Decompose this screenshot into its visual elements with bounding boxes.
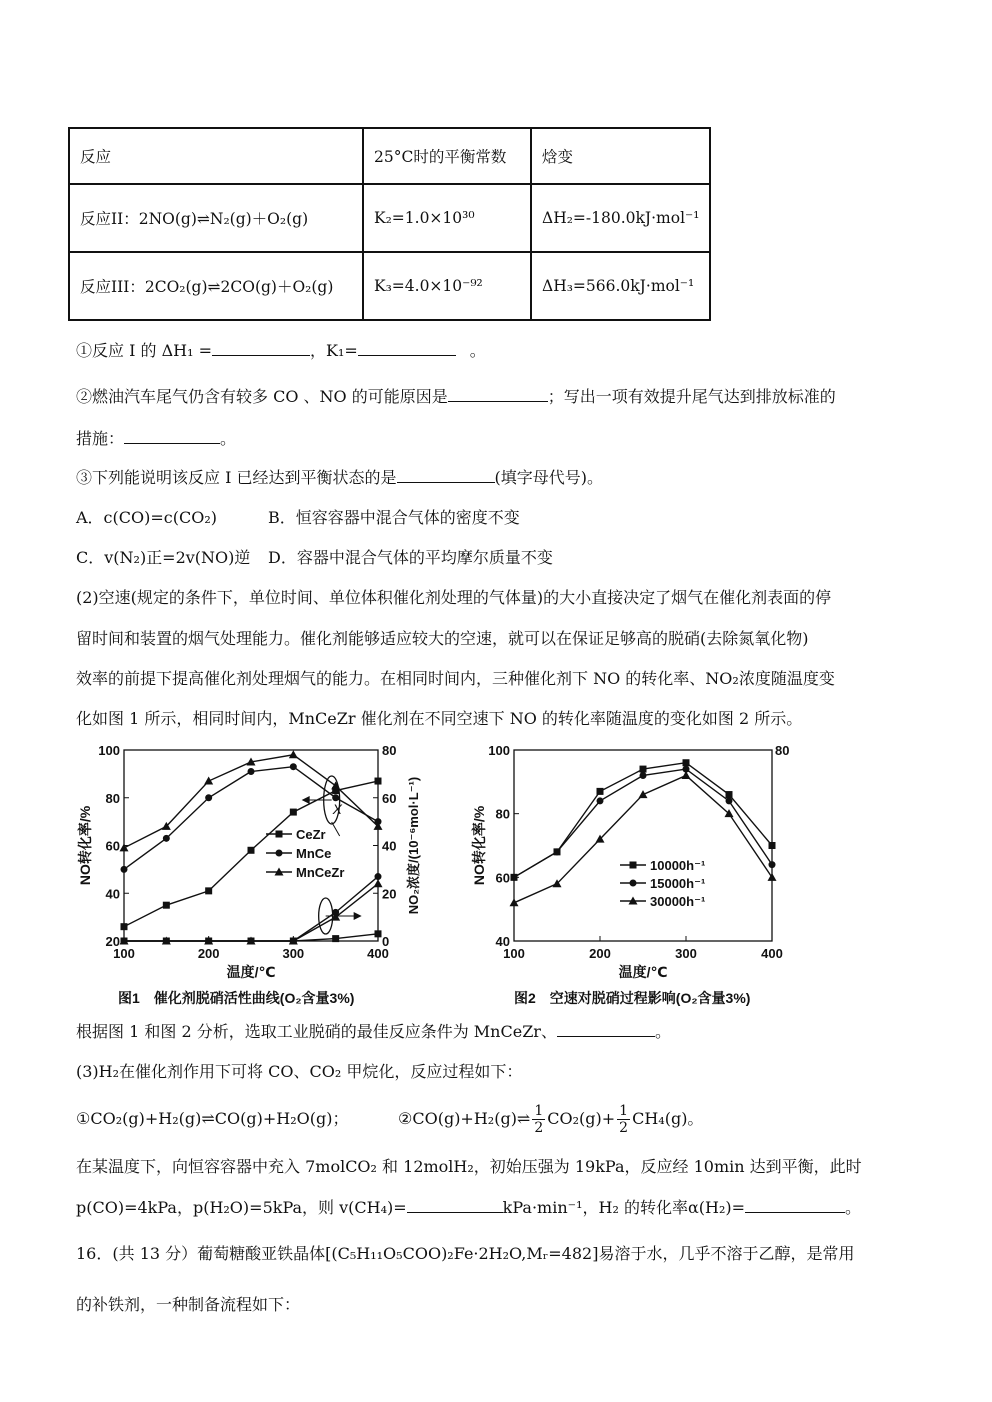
- y2-axis-label: NO₂浓度/(10⁻⁶mol·L⁻¹): [406, 776, 421, 915]
- fraction-half: [532, 1103, 545, 1136]
- x-tick-label: 400: [761, 946, 783, 961]
- header-enthalpy: 焓变: [531, 128, 710, 184]
- data-point-MnCe: [205, 794, 212, 801]
- y-tick-label: 20: [105, 934, 120, 949]
- annotation-arrowhead: [302, 796, 310, 804]
- y-tick-label: 100: [98, 743, 120, 758]
- legend-label: MnCeZr: [296, 865, 345, 880]
- legend-marker: [276, 850, 283, 857]
- q1-line-a: [76, 340, 486, 362]
- fraction-denominator: 2: [619, 1120, 629, 1136]
- option-a[interactable]: A．c(CO)=c(CO₂): [76, 508, 217, 527]
- y-tick-label: 100: [488, 743, 510, 758]
- data-point-10000h⁻¹: [726, 791, 733, 798]
- series-line-MnCe-NO₂: [124, 877, 378, 941]
- q3-eq1: ①CO₂(g)+H₂(g)⇌CO(g)+H₂O(g)；: [76, 1109, 349, 1128]
- q3-statement-2: [76, 1197, 861, 1219]
- y2-tick-label: 80: [775, 743, 790, 758]
- header-constant: 25°C时的平衡常数: [363, 128, 531, 184]
- data-point-30000h⁻¹: [639, 790, 648, 798]
- legend-label: CeZr: [296, 827, 326, 842]
- legend-marker: [276, 831, 283, 838]
- answer-blank[interactable]: [124, 429, 220, 444]
- cell-enthalpy: ΔH₂=-180.0kJ·mol⁻¹: [531, 184, 710, 252]
- data-point-MnCeZr: [120, 843, 129, 851]
- x-tick-label: 100: [503, 946, 525, 961]
- data-point-CeZr-NO₂: [375, 930, 382, 937]
- table-row: [69, 184, 710, 252]
- y2-tick-label: 0: [382, 934, 390, 949]
- data-point-15000h⁻¹: [511, 874, 518, 881]
- data-point-MnCe: [248, 768, 255, 775]
- cell-enthalpy: ΔH₃=566.0kJ·mol⁻¹: [531, 252, 710, 320]
- q1-b1: ②燃油汽车尾气仍含有较多 CO 、NO 的可能原因是: [76, 387, 448, 406]
- data-point-MnCeZr: [289, 750, 298, 758]
- cell-constant: K₂=1.0×10³⁰: [363, 184, 531, 252]
- q3-eq2-c: CH₄(g)。: [632, 1109, 704, 1128]
- legend-label: MnCe: [296, 846, 332, 861]
- x-tick-label: 300: [282, 946, 305, 961]
- data-point-10000h⁻¹: [683, 759, 690, 766]
- annotation-pointer: [332, 822, 340, 836]
- q1-a-k: ，K₁=: [310, 341, 358, 360]
- cell-reaction: 反应III：2CO₂(g)⇌2CO(g)＋O₂(g): [69, 252, 363, 320]
- q2-after: 根据图 1 和图 2 分析，选取工业脱硝的最佳反应条件为 MnCeZr、: [76, 1022, 557, 1041]
- data-point-CeZr: [205, 887, 212, 894]
- fraction-half: [617, 1103, 630, 1136]
- q3-eq2-b: CO₂(g)+: [547, 1109, 616, 1128]
- data-point-15000h⁻¹: [769, 861, 776, 868]
- y-tick-label: 40: [495, 934, 510, 949]
- q2-para-4: 化如图 1 所示，相同时间内，MnCeZr 催化剂在不同空速下 NO 的转化率随温度的变化如图 2 所示。: [76, 709, 803, 728]
- answer-blank[interactable]: [745, 1198, 845, 1213]
- data-point-15000h⁻¹: [640, 772, 647, 779]
- data-point-15000h⁻¹: [726, 797, 733, 804]
- fraction-numerator: 1: [534, 1103, 544, 1119]
- answer-blank[interactable]: [212, 341, 310, 356]
- y-axis-label: NO转化率/%: [77, 805, 93, 886]
- data-point-15000h⁻¹: [597, 797, 604, 804]
- answer-blank[interactable]: [397, 468, 495, 483]
- y-tick-label: 80: [495, 806, 510, 822]
- fraction-denominator: 2: [534, 1120, 544, 1136]
- fraction-numerator: 1: [619, 1103, 629, 1119]
- legend-label: 15000h⁻¹: [650, 876, 706, 891]
- plot-frame: [124, 750, 378, 941]
- q1-b2: ；写出一项有效提升尾气达到排放标准的: [547, 387, 836, 406]
- q2-para-1: (2)空速(规定的条件下，单位时间、单位体积催化剂处理的气体量)的大小直接决定了烟气在催化剂表面的停: [76, 588, 832, 607]
- data-point-MnCe: [121, 866, 128, 873]
- q1-line-c: [76, 467, 603, 489]
- answer-blank[interactable]: [358, 341, 456, 356]
- legend-label: 10000h⁻¹: [650, 858, 706, 873]
- q2-after-end: 。: [654, 1022, 671, 1041]
- data-point-CeZr-NO₂: [332, 935, 339, 942]
- data-point-CeZr: [290, 809, 297, 816]
- data-point-10000h⁻¹: [640, 766, 647, 773]
- data-point-MnCeZr-NO₂: [374, 879, 383, 887]
- y2-tick-label: 80: [382, 743, 397, 758]
- data-point-MnCe-NO₂: [375, 873, 382, 880]
- annotation-label: X: [332, 801, 343, 817]
- data-point-CeZr: [163, 902, 170, 909]
- q16-line-2: 的补铁剂，一种制备流程如下：: [76, 1295, 301, 1314]
- y-tick-label: 60: [495, 870, 510, 886]
- q2-answer-line: [76, 1021, 671, 1043]
- figure-caption: 图1 催化剂脱硝活性曲线(O₂含量3%): [118, 990, 355, 1006]
- q2-para-2: 留时间和装置的烟气处理能力。催化剂能够适应较大的空速，就可以在保证足够高的脱硝(去除氮氧化物): [76, 629, 809, 648]
- table-row: [69, 252, 710, 320]
- q1-c: ③下列能说明该反应 I 已经达到平衡状态的是: [76, 468, 397, 487]
- q3-eq2-a: ②CO(g)+H₂(g)⇌: [398, 1109, 531, 1128]
- legend-marker: [630, 862, 637, 869]
- data-point-CeZr: [375, 778, 382, 785]
- data-point-CeZr: [121, 923, 128, 930]
- x-tick-label: 400: [367, 946, 389, 961]
- q3-s2b: kPa·min⁻¹，H₂ 的转化率α(H₂)=: [502, 1198, 746, 1217]
- option-d[interactable]: D．容器中混合气体的平均摩尔质量不变: [268, 548, 553, 567]
- x-tick-label: 200: [589, 946, 611, 961]
- data-point-10000h⁻¹: [769, 842, 776, 849]
- y2-tick-label: 20: [382, 886, 397, 902]
- q16-line-1: 16．(共 13 分）葡萄糖酸亚铁晶体[(C₅H₁₁O₅COO)₂Fe·2H₂O,Mᵣ=482]易溶于水，几乎不溶于乙醇，是常用: [76, 1244, 855, 1263]
- table-header-row: [69, 128, 710, 184]
- data-point-10000h⁻¹: [597, 788, 604, 795]
- data-point-MnCe: [290, 763, 297, 770]
- y-axis-label: NO转化率/%: [471, 805, 487, 886]
- cell-reaction: 反应II：2NO(g)⇌N₂(g)＋O₂(g): [69, 184, 363, 252]
- answer-blank[interactable]: [448, 387, 548, 402]
- x-tick-label: 300: [675, 946, 697, 961]
- cell-constant: K₃=4.0×10⁻⁹²: [363, 252, 531, 320]
- figure-2-chart: [464, 738, 804, 1010]
- data-point-MnCeZr: [204, 777, 213, 785]
- series-line-MnCe: [124, 767, 378, 870]
- x-axis-label: 温度/℃: [226, 964, 276, 980]
- header-reaction: 反应: [69, 128, 363, 184]
- legend-label: 30000h⁻¹: [650, 894, 706, 909]
- q1-a-end: 。: [469, 341, 486, 360]
- q3-intro: (3)H₂在催化剂作用下可将 CO、CO₂ 甲烷化，反应过程如下：: [76, 1062, 523, 1081]
- q1-a-prefix: ①反应 I 的 ΔH₁ =: [76, 341, 212, 360]
- q1-line-b2: [76, 428, 236, 450]
- option-b[interactable]: B．恒容容器中混合气体的密度不变: [268, 508, 520, 527]
- answer-blank[interactable]: [407, 1198, 503, 1213]
- q1-b3: 措施：: [76, 429, 125, 448]
- data-point-30000h⁻¹: [510, 898, 519, 906]
- x-axis-label: 温度/℃: [618, 964, 668, 980]
- data-point-MnCe: [163, 835, 170, 842]
- q1-options-cd: [76, 547, 553, 569]
- data-point-15000h⁻¹: [554, 848, 561, 855]
- y-tick-label: 60: [105, 838, 120, 854]
- series-line-MnCeZr-NO₂: [124, 884, 378, 941]
- figure-caption: 图2 空速对脱硝过程影响(O₂含量3%): [514, 990, 751, 1006]
- series-line-15000h⁻¹: [514, 769, 772, 877]
- y-tick-label: 40: [105, 886, 120, 902]
- annotation-arrowhead: [354, 912, 362, 920]
- data-point-30000h⁻¹: [768, 873, 777, 881]
- y2-tick-label: 40: [382, 838, 397, 854]
- q3-statement-1: 在某温度下，向恒容容器中充入 7molCO₂ 和 12molH₂，初始压强为 19kPa，反应经 10min 达到平衡，此时: [76, 1157, 862, 1176]
- y2-tick-label: 60: [382, 790, 397, 806]
- q1-b-end: 。: [220, 429, 237, 448]
- q2-para-3: 效率的前提下提高催化剂处理烟气的能力。在相同时间内，三种催化剂下 NO 的转化率、NO₂浓度随温度变: [76, 669, 835, 688]
- x-tick-label: 200: [197, 946, 220, 961]
- option-c[interactable]: C．v(N₂)正=2v(NO)逆: [76, 548, 251, 567]
- data-point-CeZr: [248, 847, 255, 854]
- q1-options-ab: [76, 507, 520, 529]
- q3-s2a: p(CO)=4kPa，p(H₂O)=5kPa，则 v(CH₄)=: [76, 1198, 407, 1217]
- q1-c-end: (填字母代号)。: [494, 468, 603, 487]
- figure-1-chart: [66, 738, 446, 1010]
- q1-line-b: [76, 386, 836, 408]
- q3-s2c: 。: [845, 1198, 862, 1217]
- y-tick-label: 80: [105, 790, 120, 806]
- answer-blank[interactable]: [557, 1022, 655, 1037]
- x-tick-label: 100: [113, 946, 135, 961]
- q3-equations: [76, 1099, 703, 1139]
- reaction-table: [68, 127, 711, 321]
- legend-marker: [630, 880, 637, 887]
